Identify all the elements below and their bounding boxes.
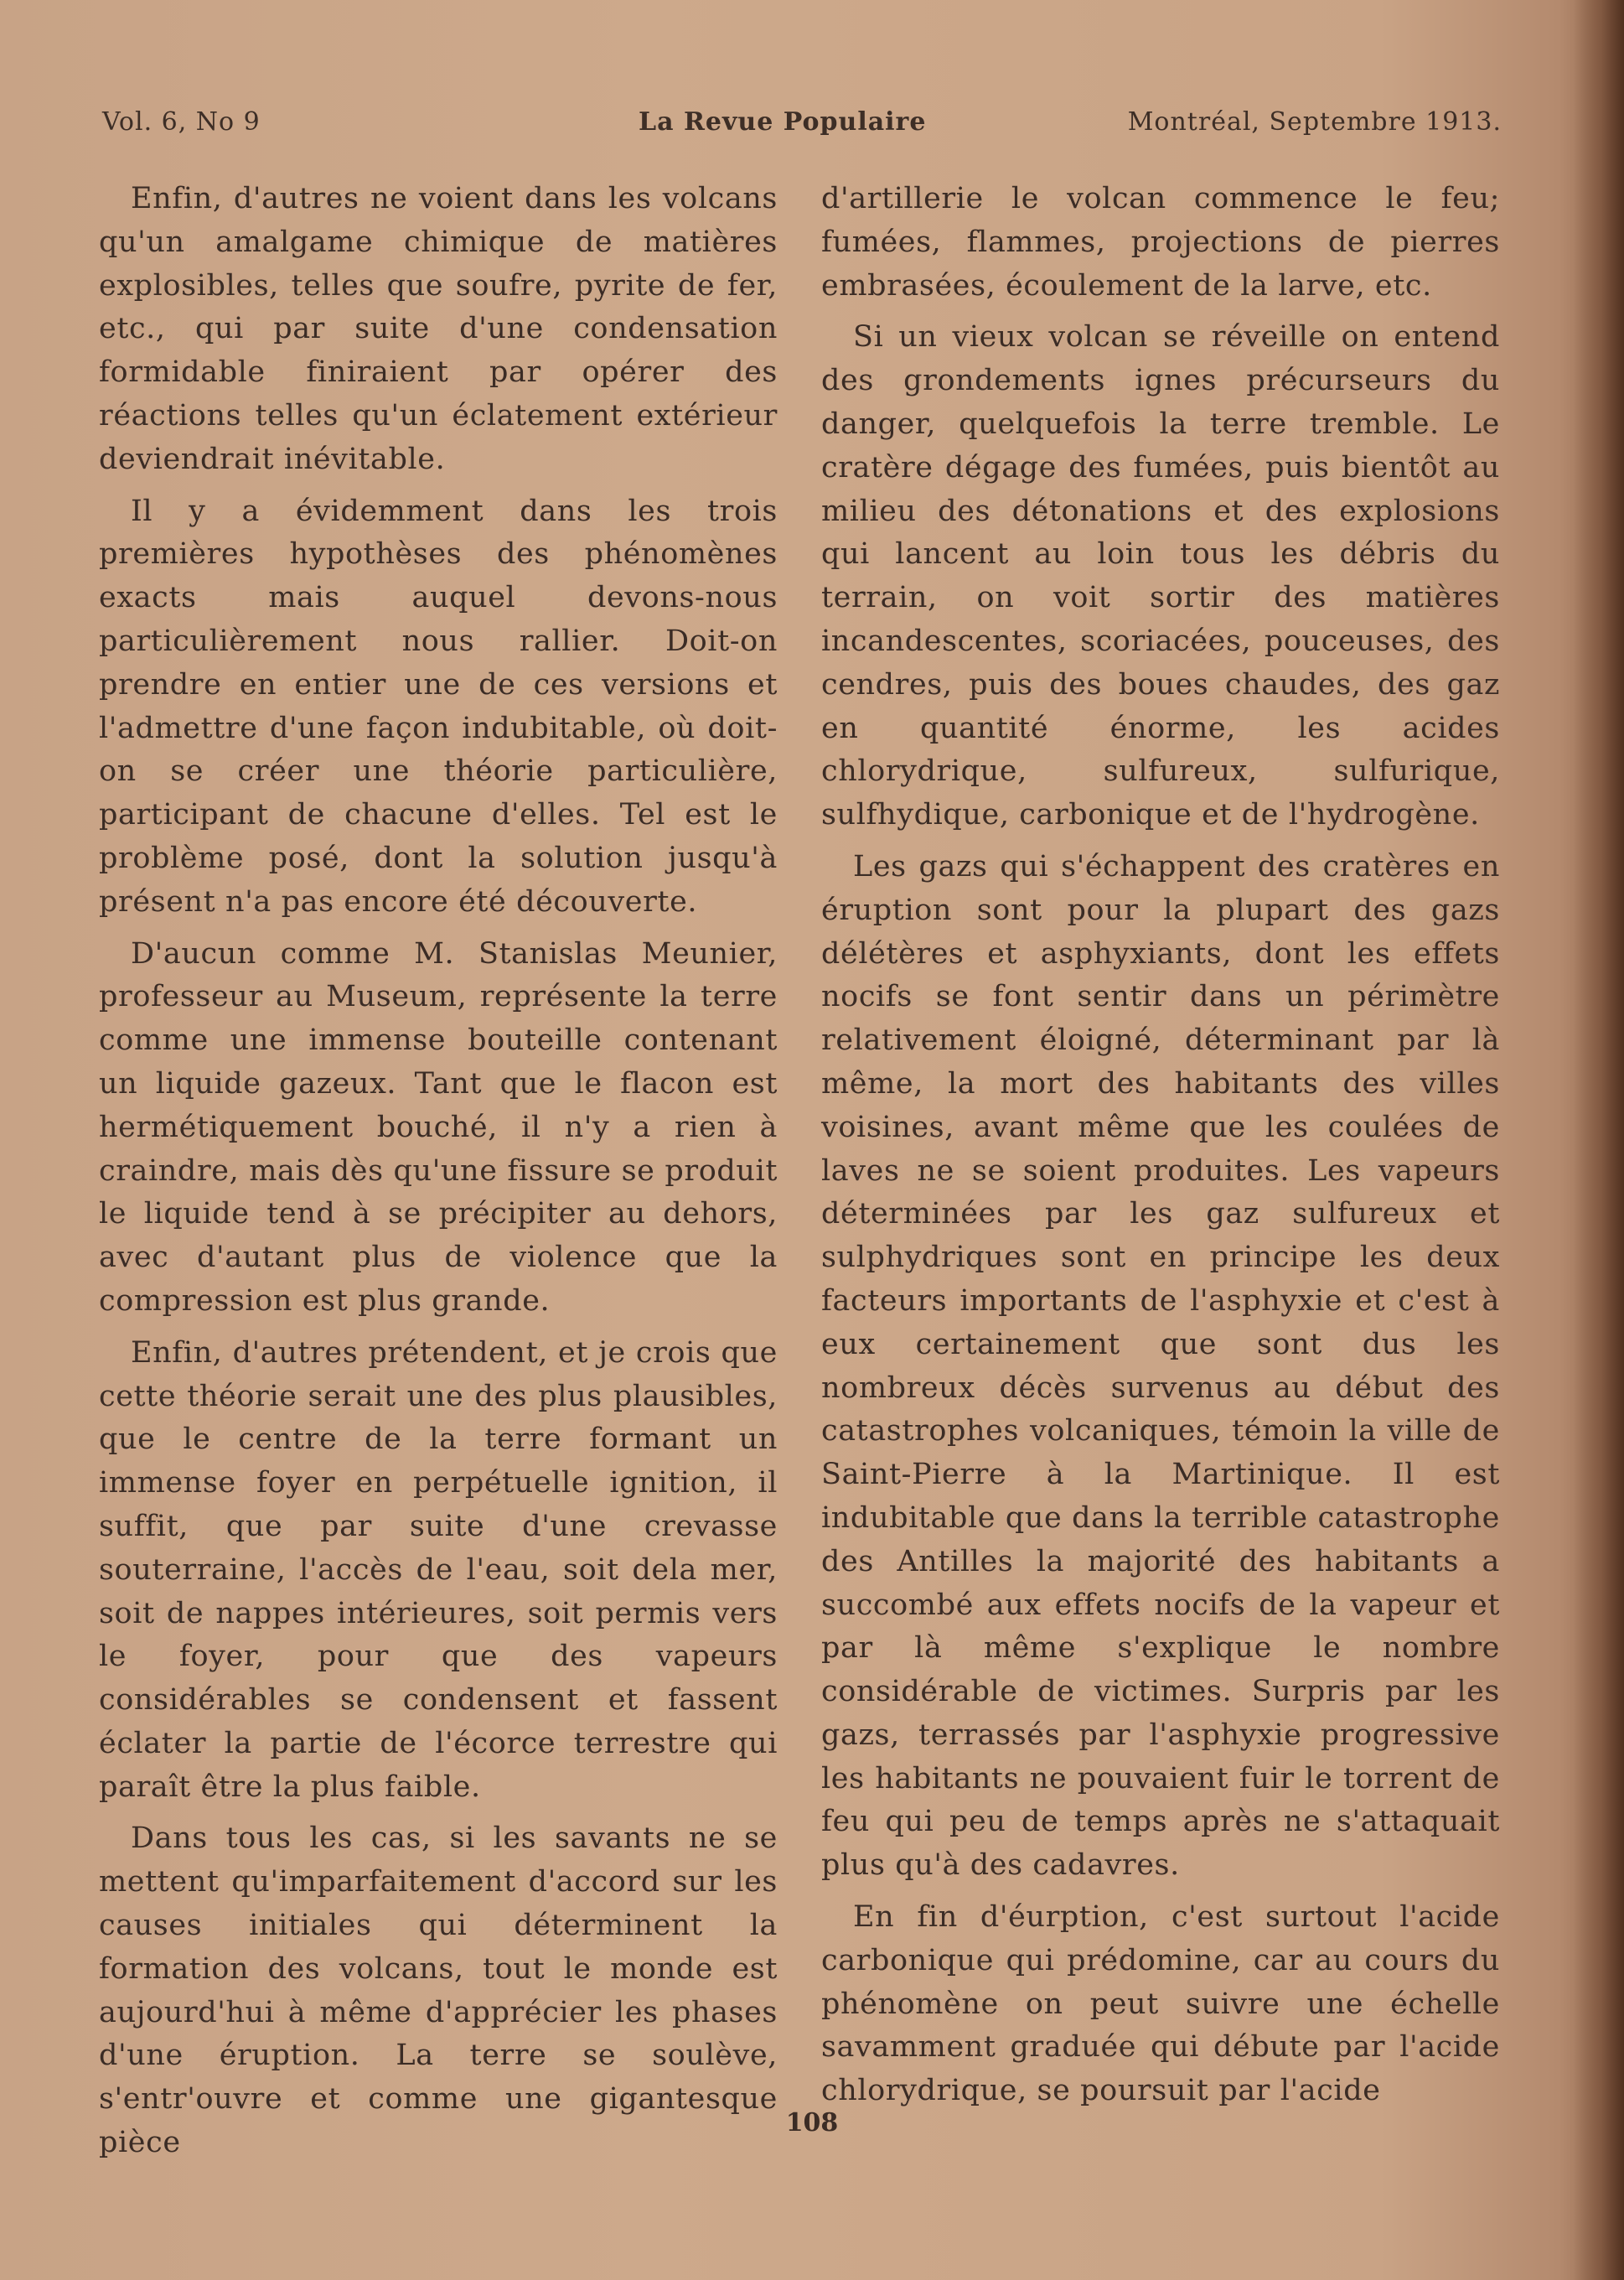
paragraph: Dans tous les cas, si les savants ne se mettent qu'imparfaitement d'accord sur les causes initiales qui déterminent la formation des volcans, tout le monde est aujourd'hui à même d'apprécier les phases d'une éruption. La terre se soulève, s'entr'ouvre et comme une gigantesque pièce: [99, 1821, 778, 2160]
running-header: [102, 107, 1502, 144]
volume-number: Vol. 6, No 9: [102, 107, 261, 137]
page-edge-shadow: [1574, 0, 1624, 2280]
paragraph: Enfin, d'autres prétendent, et je crois que cette théorie serait une des plus plausibles, que le centre de la terre formant un immense foyer en perpétuelle ignition, il suffit, que par suite d'une crevasse souterraine, l'accès de l'eau, soit dela mer, soit de nappes intérieures, soit permis vers le foyer, pour que des vapeurs considérables se condensent et fassent éclater la partie de l'écorce terrestre qui paraît être la plus faible.: [99, 1335, 778, 1804]
paragraph-continued: d'artillerie le volcan commence le feu; fumées, flammes, projections de pierres embrasées, écoulement de la larve, etc.: [821, 182, 1500, 303]
publication-title: La Revue Populaire: [639, 107, 927, 137]
paragraph: Il y a évidemment dans les trois premières hypothèses des phénomènes exacts mais auquel devons-nous particulièrement nous rallier. Doit-on prendre en entier une de ces versions et l'admettre d'une façon indubitable, où doit-on se créer une théorie particulière, participant de chacune d'elles. Tel est le problème posé, dont la solution jusqu'à présent n'a pas encore été découverte.: [99, 494, 778, 919]
place-and-date: Montréal, Septembre 1913.: [1127, 107, 1502, 137]
paragraph: En fin d'éurption, c'est surtout l'acide carbonique qui prédomine, car au cours du phénomène on peut suivre une échelle savamment graduée qui débute par l'acide chlorydrique, se poursuit par l'acide: [821, 1900, 1500, 2108]
left-column: [99, 178, 778, 2160]
paragraph: D'aucun comme M. Stanislas Meunier, professeur au Museum, représente la terre comme une immense bouteille contenant un liquide gazeux. Tant que le flacon est hermétiquement bouché, il n'y a rien à craindre, mais dès qu'une fissure se produit le liquide tend à se précipiter au dehors, avec d'autant plus de violence que la compression est plus grande.: [99, 936, 778, 1318]
paragraph: Enfin, d'autres ne voient dans les volcans qu'un amalgame chimique de matières explosibles, telles que soufre, pyrite de fer, etc., qui par suite d'une condensation formidable finiraient par opérer des réactions telles qu'un éclatement extérieur deviendrait inévitable.: [99, 182, 778, 476]
paragraph: Si un vieux volcan se réveille on entend des grondements ignes précurseurs du danger, quelquefois la terre tremble. Le cratère dégage des fumées, puis bientôt au milieu des détonations et des explosions qui lancent au loin tous les débris du terrain, on voit sortir des matières incandescentes, scoriacées, pouceuses, des cendres, puis des boues chaudes, des gaz en quantité énorme, les acides chlorydrique, sulfureux, sulfurique, sulfhydique, carbonique et de l'hydrogène.: [821, 320, 1500, 832]
right-column: [821, 178, 1500, 2106]
paragraph: Les gazs qui s'échappent des cratères en éruption sont pour la plupart des gazs délétères et asphyxiants, dont les effets nocifs se font sentir dans un périmètre relativement éloigné, déterminant par là même, la mort des habitants des villes voisines, avant même que les coulées de laves ne se soient produites. Les vapeurs déterminées par les gaz sulfureux et sulphydriques sont en principe les deux facteurs importants de l'asphyxie et c'est à eux certainement que sont dus les nombreux décès survenus au début des catastrophes volcaniques, témoin la ville de Saint-Pierre à la Martinique. Il est indubitable que dans la terrible catastrophe des Antilles la majorité des habitants a succombé aux effets nocifs de la vapeur et par là même s'explique le nombre considérable de victimes. Surpris par les gazs, terrassés par l'asphyxie progressive les habitants ne pouvaient fuir le torrent de feu qui peu de temps après ne s'attaquait plus qu'à des cadavres.: [821, 849, 1500, 1883]
page-number: 108: [785, 2108, 839, 2138]
